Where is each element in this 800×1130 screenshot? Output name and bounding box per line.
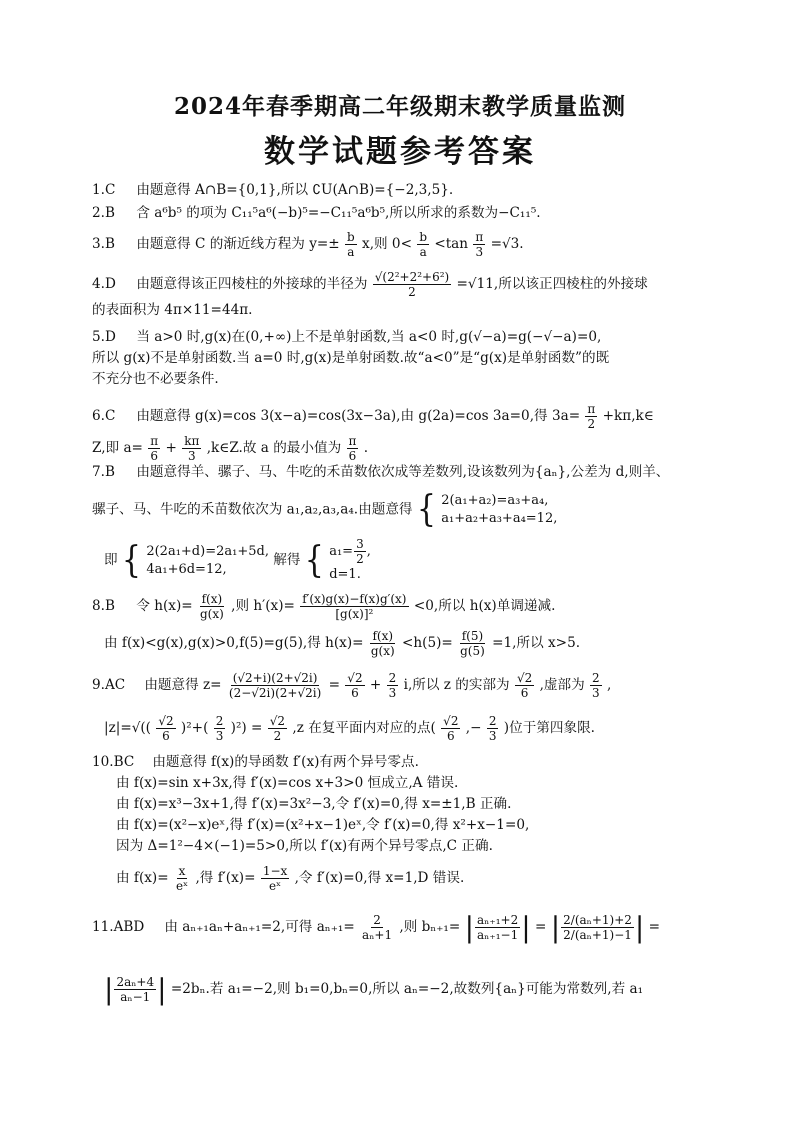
fraction: $\frac{\pi}{2}$ xyxy=(587,402,596,431)
fraction: $\frac{b}{a}$ xyxy=(347,230,355,259)
fraction: $\frac{\pi}{3}$ xyxy=(475,230,484,259)
answer-3-text: =√3. xyxy=(490,236,524,252)
fraction: $\frac{1-x}{\text{eˣ}}$ xyxy=(262,864,288,893)
fraction: $\frac{f'(x)g(x)-f(x)g'(x)}{\text{[g(x)]²}}$ xyxy=(302,592,407,621)
system-brace: { xyxy=(121,538,142,581)
answer-2 xyxy=(92,203,541,223)
answer-7 xyxy=(92,462,669,482)
answer-6-choice: 6.C xyxy=(92,408,116,424)
answer-6-text: +kπ,k∈ xyxy=(602,408,654,424)
answer-9: 9.AC 由题意得 z= $\frac{(√2+i)(2+√2i)}{(2-√2i)(2+√2i)}$ = $\frac{√2}{6}$ + $\frac{2}{3}$ i,所以 z 的实部为 $\frac{√2}{6}$ ,虚部为 $\frac{2}{3}$ , xyxy=(92,671,612,700)
answer-9-choice: 9.AC xyxy=(92,677,126,693)
equation-system: 2(a₁+a₂)=a₃+a₄, a₁+a₂+a₃+a₄=12, xyxy=(441,493,558,526)
fraction: $\frac{√2}{2}$ xyxy=(269,714,286,743)
fraction: $\frac{√2}{6}$ xyxy=(443,714,459,743)
fraction: $\frac{2}{\text{aₙ+1}}$ xyxy=(362,913,393,942)
fraction: $\frac{\text{2/(aₙ+1)+2}}{\text{2/(aₙ+1)−1}}$ xyxy=(563,913,632,942)
answer-11: 11.ABD 由 aₙ₊₁aₙ+aₙ₊₁=2,可得 aₙ₊₁= $\frac{2}{\text{aₙ+1}}$ ,则 bₙ₊₁= | $\frac{\text{aₙ₊₁+2}}{\text{aₙ₊₁−1}}$ | = | $\frac{\text{2/(aₙ+1)+2}}{\text{2/(aₙ+1)−1}}$ | = xyxy=(92,910,661,944)
fraction: $\frac{2}{3}$ xyxy=(215,714,224,743)
answer-5 xyxy=(92,327,601,347)
fraction: $\frac{\pi}{6}$ xyxy=(150,434,159,463)
answer-8: 8.B 令 h(x)= $\frac{f(x)}{g(x)}$ ,则 h′(x)= $\frac{f'(x)g(x)-f(x)g'(x)}{\text{[g(x)]²}}$ <0,所以 h(x)单调递减. xyxy=(92,592,556,621)
fraction: $\frac{k\pi}{3}$ xyxy=(184,434,200,463)
abs-bar: | xyxy=(634,910,645,944)
exam-title: 2024年春季期高二年级期末教学质量监测 xyxy=(173,93,626,120)
answer-7-line-3: 即 { 2(2a₁+d)=2a₁+5d, 4a₁+6d=12, 解得 { a₁= $\frac{3}{2}$ , d=1. xyxy=(104,537,371,582)
system-brace: { xyxy=(416,488,436,531)
abs-bar: | xyxy=(104,972,114,1006)
fraction: $\frac{2}{3}$ xyxy=(592,671,600,700)
answer-4-choice: 4.D xyxy=(92,276,116,292)
fraction: $\frac{(√2+i)(2+√2i)}{(2-√2i)(2+√2i)}$ xyxy=(228,671,322,700)
fraction: $\frac{f(x)}{g(x)}$ xyxy=(200,592,224,621)
answer-11-choice: 11.ABD xyxy=(92,919,145,935)
answer-2-choice: 2.B xyxy=(92,205,115,221)
answer-5-line-2: 所以 g(x)不是单射函数.当 a=0 时,g(x)是单射函数.故“a<0”是“g(x)是单射函数”的既 xyxy=(92,350,610,366)
fraction: $\frac{x}{\text{eˣ}}$ xyxy=(175,864,189,893)
answer-4-text: =√11,所以该正四棱柱的外接球 xyxy=(456,276,648,292)
answer-2-text: 含 a⁶b⁵ 的项为 C₁₁⁵a⁶(−b)⁵=−C₁₁⁵a⁶b⁵,所以所求的系数为−C₁₁⁵. xyxy=(136,205,541,221)
answer-4-text: 由题意得该正四棱柱的外接球的半径为 xyxy=(136,276,368,292)
fraction: $\frac{\text{2aₙ+4}}{\text{aₙ−1}}$ xyxy=(116,975,155,1004)
equation-system: 2(2a₁+d)=2a₁+5d, 4a₁+6d=12, xyxy=(146,543,269,577)
fraction: $\frac{2}{3}$ xyxy=(488,714,497,743)
abs-bar: | xyxy=(464,910,475,944)
answer-1-choice: 1.C xyxy=(92,182,116,198)
answer-3-choice: 3.B xyxy=(92,236,115,252)
answer-6 xyxy=(92,402,654,431)
answer-8-line-2: 由 f(x)<g(x),g(x)>0,f(5)=g(5),得 h(x)= $\frac{f(x)}{g(x)}$ <h(5)= $\frac{f(5)}{g(5)}$ =1,所以 x>5. xyxy=(104,629,581,658)
answer-4-line-2: 的表面积为 4π×11=44π. xyxy=(92,302,253,318)
abs-bar: | xyxy=(157,972,167,1006)
answer-6-line-2: Z,即 a= $\frac{\pi}{6}$ + $\frac{k\pi}{3}$ ,k∈Z.故 a 的最小值为 $\frac{\pi}{6}$ . xyxy=(92,434,369,463)
answer-10-line-5: 因为 Δ=1²−4×(−1)=5>0,所以 f′(x)有两个异号零点,C 正确. xyxy=(116,838,493,854)
answer-10-line-2: 由 f(x)=sin x+3x,得 f′(x)=cos x+3>0 恒成立,A 错误. xyxy=(116,775,459,791)
answer-10: 10.BC 由题意得 f(x)的导函数 f′(x)有两个异号零点. xyxy=(92,754,419,770)
answer-3-text: x,则 0< xyxy=(362,236,412,252)
fraction: $\frac{\pi}{6}$ xyxy=(348,434,357,463)
answer-3 xyxy=(92,230,524,259)
answer-1 xyxy=(92,180,453,200)
equation-system: a₁= $\frac{3}{2}$ , d=1. xyxy=(329,537,371,582)
fraction: $\frac{f(5)}{g(5)}$ xyxy=(460,629,485,658)
fraction: $\frac{2}{3}$ xyxy=(388,671,397,700)
answer-4 xyxy=(92,270,648,299)
answer-10-line-4: 由 f(x)=(x²−x)eˣ,得 f′(x)=(x²+x−1)eˣ,令 f′(x)=0,得 x²+x−1=0, xyxy=(116,817,530,833)
fraction: $\frac{b}{a}$ xyxy=(419,230,427,259)
answer-10-line-3: 由 f(x)=x³−3x+1,得 f′(x)=3x²−3,令 f′(x)=0,得 x=±1,B 正确. xyxy=(116,796,512,812)
answer-6-text: 由题意得 g(x)=cos 3(x−a)=cos(3x−3a),由 g(2a)=cos 3a=0,得 3a= xyxy=(136,408,581,424)
answer-11-line-2: | $\frac{\text{2aₙ+4}}{\text{aₙ−1}}$ | =2bₙ.若 a₁=−2,则 b₁=0,bₙ=0,所以 aₙ=−2,故数列{aₙ}可能为常数列,若 a₁ xyxy=(104,972,644,1006)
answer-3-text: <tan xyxy=(434,236,469,252)
answer-5-line-3: 不充分也不必要条件. xyxy=(92,371,219,387)
answer-5-choice: 5.D xyxy=(92,329,116,345)
answer-10-line-6: 由 f(x)= $\frac{x}{\text{eˣ}}$ ,得 f′(x)= $\frac{1-x}{\text{eˣ}}$ ,令 f′(x)=0,得 x=1,D 错误. xyxy=(116,864,465,893)
fraction: $\frac{\text{√(2²+2²+6²)}}{2}$ xyxy=(374,270,450,299)
abs-bar: | xyxy=(550,910,561,944)
answer-7-choice: 7.B xyxy=(92,464,115,480)
answer-7-text: 由题意得羊、骡子、马、牛吃的禾苗数依次成等差数列,设该数列为{aₙ},公差为 d,则羊、 xyxy=(136,464,670,480)
answer-1-text: 由题意得 A∩B={0,1},所以 ∁U(A∩B)={−2,3,5}. xyxy=(136,182,454,198)
fraction: $\frac{f(x)}{g(x)}$ xyxy=(370,629,395,658)
system-brace: { xyxy=(304,538,324,581)
fraction: $\frac{√2}{6}$ xyxy=(158,714,174,743)
answer-8-choice: 8.B xyxy=(92,598,115,614)
fraction: $\frac{√2}{6}$ xyxy=(347,671,363,700)
fraction: $\frac{\text{aₙ₊₁+2}}{\text{aₙ₊₁−1}}$ xyxy=(477,913,519,942)
document-title: 数学试题参考答案 xyxy=(264,134,536,170)
fraction: $\frac{√2}{6}$ xyxy=(516,671,533,700)
answer-9-line-2: |z|=√(( $\frac{√2}{6}$ )²+( $\frac{2}{3}$ )²) = $\frac{√2}{2}$ ,z 在复平面内对应的点( $\frac{√2}{6}$ ,− $\frac{2}{3}$ )位于第四象限. xyxy=(104,714,595,743)
abs-bar: | xyxy=(521,910,531,944)
answer-3-text: 由题意得 C 的渐近线方程为 y=± xyxy=(136,236,340,252)
answer-7-line-2: 骡子、马、牛吃的禾苗数依次为 a₁,a₂,a₃,a₄.由题意得 { 2(a₁+a₂)=a₃+a₄, a₁+a₂+a₃+a₄=12, xyxy=(92,488,558,531)
answer-5-text: 当 a>0 时,g(x)在(0,+∞)上不是单射函数,当 a<0 时,g(√−a)=g(−√−a)=0, xyxy=(136,329,602,345)
answer-10-choice: 10.BC xyxy=(92,754,135,770)
